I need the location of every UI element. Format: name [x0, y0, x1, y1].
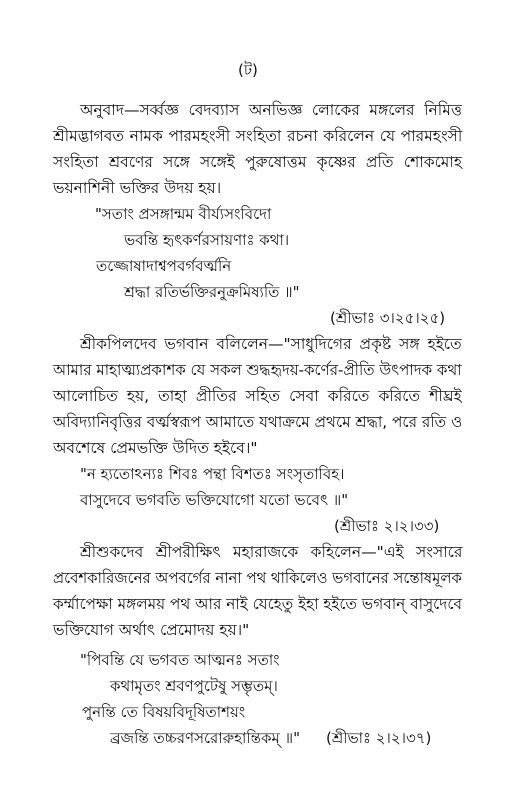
- para1-line4: ভয়নাশিনী ভক্তির উদয় হয়।: [53, 179, 222, 197]
- para3-line1: শ্রীশুকদেব শ্রীপরীক্ষিৎ মহারাজকে কহিলেন—"এই সংসারে: [80, 543, 463, 561]
- page-number: (ট): [238, 61, 258, 79]
- reference-1: (শ্রীভাঃ ৩।২৫।২৫): [330, 309, 446, 327]
- para2-line4: অবিদ্যানিবৃত্তির বর্ত্মস্বরূপ আমাতে যথাক্রমে প্রথমে শ্রদ্ধা, পরে রতি ও: [53, 413, 463, 431]
- para2-line5: অবশেষে প্রেমভক্তি উদিত হইবে।": [53, 439, 258, 457]
- para3-line2: প্রবেশকারিজনের অপবর্গের নানা পথ থাকিলেও ভগবানের সন্তোষমূলক: [53, 569, 462, 587]
- para2-line3: আলোচিত হয়, তাহা প্রীতির সহিত সেবা করিতে করিতে শীঘ্রই: [53, 387, 462, 405]
- para3-line3: কর্ম্মাপেক্ষা মঙ্গলময় পথ আর নাই যেহেতু ইহা হইতে ভগবান্ বাসুদেবে: [53, 595, 462, 613]
- verse3-line2: কথামৃতং শ্রবণপুটেষু সম্ভৃতম্।: [110, 677, 278, 695]
- para1-line1: অনুবাদ—সর্ব্বজ্ঞ বেদব্যাস অনভিজ্ঞ লোকের মঙ্গলের নিমিত্ত: [80, 101, 462, 119]
- reference-3: (শ্রীভাঃ ২।২।৩৭): [326, 729, 432, 747]
- para2-line2: আমার মাহাত্ম্যপ্রকাশক যে সকল শুদ্ধহৃদয়-কর্ণের-প্রীতি উৎপাদক কথা: [53, 361, 462, 379]
- para2-line1: শ্রীকপিলদেব ভগবান বলিলেন—"সাধুদিগের প্রকৃষ্ট সঙ্গ হইতে: [80, 335, 462, 353]
- verse3-line3: পুনন্তি তে বিষয়বিদূষিতাশয়ং: [82, 703, 246, 721]
- para1-line3: সংহিতা শ্রবণের সঙ্গে সঙ্গেই পুরুষোত্তম কৃষ্ণের প্রতি শোকমোহ: [53, 153, 463, 171]
- verse1-line3: তজ্জোষাদাশ্বপবর্গবর্ত্মনি: [96, 257, 232, 275]
- para1-line2: শ্রীমদ্ভাগবত নামক পারমহংসী সংহিতা রচনা করিলেন যে পারমহংসী: [53, 127, 463, 145]
- verse1-line1: "সতাং প্রসঙ্গান্মম বীর্য্যসংবিদো: [95, 205, 272, 223]
- para3-line4: ভক্তিযোগ অর্থাৎ প্রেমোদয় হয়।": [53, 621, 250, 639]
- verse2-line2: বাসুদেবে ভগবতি ভক্তিযোগো যতো ভবেৎ ॥": [80, 491, 349, 509]
- verse3-line1: "পিবন্তি যে ভগবত আত্মনঃ সতাং: [80, 651, 280, 669]
- verse2-line1: "ন হ্যতোঽন্যঃ শিবঃ পন্থা বিশতঃ সংসৃতাবিহ।: [80, 465, 345, 483]
- reference-2: (শ্রীভাঃ ২।২।৩৩): [334, 517, 440, 535]
- verse1-line4: শ্রদ্ধা রতির্ভক্তিরনুক্রমিষ্যতি ॥": [124, 283, 300, 301]
- verse1-line2: ভবন্তি হৃৎকর্ণরসায়ণাঃ কথা।: [124, 231, 290, 249]
- verse3-line4: ব্রজন্তি তচ্চরণসরোরুহান্তিকম্ ॥": [110, 729, 300, 747]
